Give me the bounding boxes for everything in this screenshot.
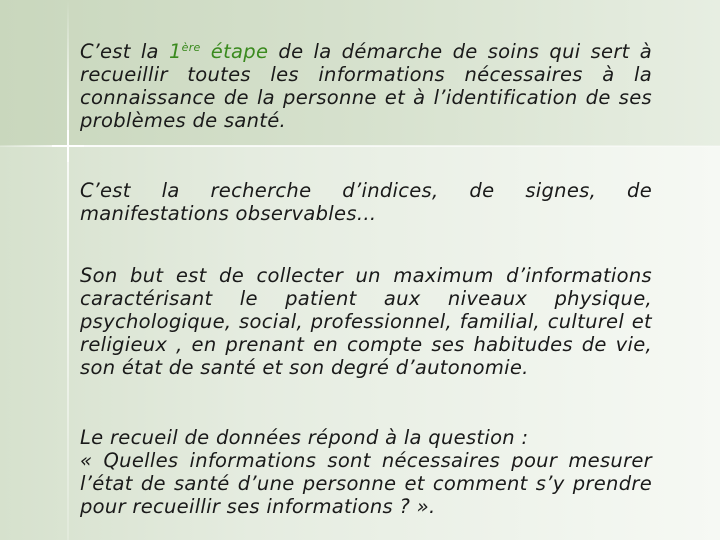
question-text: « Quelles informations sont nécessaires pour mesurer l’état de santé d’une personne et comment s’y prendre pour recueillir ses informations ? ». [80, 449, 652, 518]
paragraph-goal: Son but est de collecter un maximum d’informations caractérisant le patient aux niveaux physique, psychologique, social, professionnel, familial, culturel et religieux , en prenant en compte ses habitudes de vie, son état de santé et son degré d’autonomie. [80, 264, 652, 379]
decorative-vertical-line [67, 0, 69, 540]
question-intro: Le recueil de données répond à la question : [80, 426, 529, 449]
highlight-word: étape [200, 40, 269, 63]
paragraph-question [80, 426, 652, 518]
highlight-number: 1 [168, 40, 182, 63]
paragraph-definition-start: C’est la [80, 40, 169, 63]
paragraph-definition-end: de la démarche de soins qui sert à recueillir toutes les informations nécessaires à la connaissance de la personne et à l’identification de ses problèmes de santé. [80, 40, 653, 132]
highlight-superscript: ère [181, 41, 201, 54]
paragraph-definition [80, 40, 652, 132]
paragraph-research: C’est la recherche d’indices, de signes, de manifestations observables… [80, 179, 652, 225]
highlight-first-step [169, 40, 268, 63]
slide-body [80, 40, 652, 518]
